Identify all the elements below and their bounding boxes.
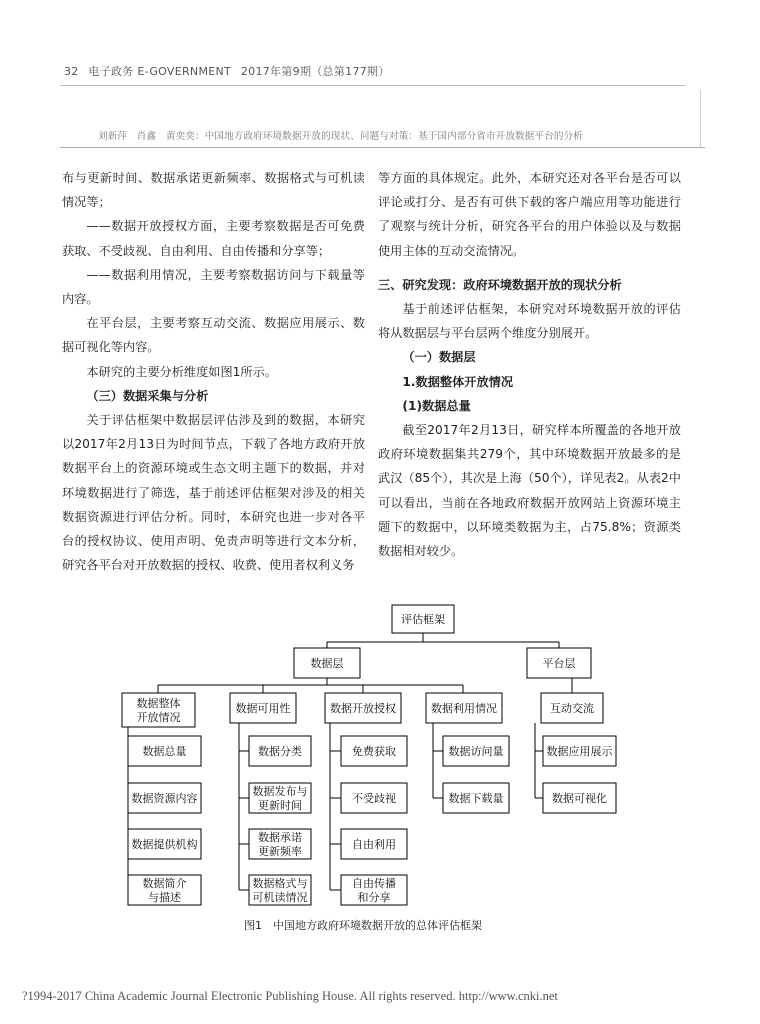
leaf-node [341,783,407,813]
category-node-label: 开放情况 [136,711,181,724]
leaf-node-label: 数据提供机构 [131,838,198,851]
leaf-node-label: 数据总量 [142,745,187,758]
framework-figure [0,595,760,915]
leaf-node [249,829,311,859]
framework-root-node-label: 评估框架 [401,613,445,626]
leaf-node-label: 与描述 [148,891,181,904]
leaf-node [128,736,201,766]
header-rule [60,85,685,86]
paragraph: ——数据开放授权方面，主要考察数据是否可免费获取、不受歧视、自由利用、自由传播和分享等； [62,219,365,258]
leaf-node-label: 不受歧视 [352,792,396,805]
paragraph: 在平台层，主要考察互动交流、数据应用展示、数据可视化等内容。 [62,316,365,355]
paragraph: 本研究的主要分析维度如图1所示。 [86,364,277,379]
framework-root-node [392,605,454,633]
leaf-node [128,783,201,813]
category-node [230,693,296,723]
category-node-label: 互动交流 [550,702,594,715]
category-node [541,693,603,723]
leaf-node-label: 可机读情况 [252,891,308,904]
leaf-node-label: 数据资源内容 [131,792,198,805]
leaf-node-label: 免费获取 [352,745,396,758]
leaf-node-label: 数据应用展示 [546,745,613,758]
category-node [122,693,195,727]
leaf-node-label: 更新时间 [258,799,302,812]
category-node-label: 数据开放授权 [330,702,396,715]
data-layer-node-label: 数据层 [310,657,344,670]
header-side-rule [700,90,701,147]
section-heading: （三）数据采集与分析 [86,388,209,403]
data-layer-node [294,648,360,678]
leaf-node-label: 数据承诺 [258,831,302,844]
section-heading: (1)数据总量 [402,398,471,413]
journal-name: 电子政务 E-GOVERNMENT [88,65,232,78]
left-column [62,166,365,577]
paragraph: 基于前述评估框架，本研究对环境数据开放的评估将从数据层与平台层两个维度分别展开。 [378,302,681,341]
byline: 刘新萍 肖鑫 黄奕奕：中国地方政府环境数据开放的现状、问题与对策：基于国内部分省市开放数据平台的分析 [98,131,584,142]
section-heading: 1.数据整体开放情况 [402,374,514,389]
leaf-node [249,736,311,766]
category-node-label: 数据整体 [136,697,181,710]
leaf-node-label: 自由利用 [352,838,396,851]
leaf-node [341,829,407,859]
paragraph: 关于评估框架中数据层评估涉及到的数据，本研究以2017年2月13日为时间节点，下载了各地方政府开放数据平台上的资源环境或生态文明主题下的数据，并对环境数据进行了筛选，基于前述评估框架对涉及的相关数据资源进行评估分析。同时，本研究也进一步对各平台的授权协议、使用声明、免责声明等进行文本分析，研究各平台对开放数据的授权、收费、使用者权利义务 [62,413,365,573]
paragraph: 布与更新时间、数据承诺更新频率、数据格式与可机读情况等； [62,171,365,210]
byline-rule [60,147,705,148]
paragraph: 等方面的具体规定。此外，本研究还对各平台是否可以评论或打分、是否有可供下载的客户端应用等功能进行了观察与统计分析，研究各平台的用户体验以及与数据使用主体的互动交流情况。 [378,171,681,258]
platform-layer-node-label: 平台层 [542,657,576,670]
leaf-node [249,875,311,905]
leaf-node [443,783,509,813]
running-header [64,63,396,79]
figure-caption: 图1 中国地方政府环境数据开放的总体评估框架 [244,919,482,932]
leaf-node-label: 数据发布与 [252,785,308,798]
leaf-node [128,829,201,859]
platform-layer-node [527,648,591,678]
journal-issue: 2017年第9期（总第177期） [240,65,390,78]
leaf-node-label: 自由传播 [352,877,396,890]
leaf-node-label: 数据格式与 [252,877,308,890]
leaf-node [341,875,407,905]
category-node-label: 数据可用性 [235,702,291,715]
category-node [426,693,502,723]
leaf-node [443,736,509,766]
leaf-node-label: 数据访问量 [448,745,504,758]
leaf-node-label: 数据下载量 [448,792,504,805]
leaf-node-label: 数据可视化 [552,792,607,805]
leaf-node-label: 数据分类 [258,745,302,758]
page-number: 32 [64,65,79,78]
leaf-node-label: 数据简介 [142,877,187,890]
section-heading: （一）数据层 [402,350,476,365]
copyright-footer: ?1994-2017 China Academic Journal Electronic Publishing House. All rights reserved. http://www.cnki.net [22,989,558,1003]
category-node-label: 数据利用情况 [431,702,497,715]
leaf-node [341,736,407,766]
leaf-node [543,783,616,813]
right-column [378,166,681,563]
leaf-node-label: 和分享 [357,891,391,904]
paragraph: 截至2017年2月13日，研究样本所覆盖的各地开放政府环境数据集共279个，其中环境数据开放最多的是武汉（85个），其次是上海（50个），详见表2。从表2中可以看出，当前在各地政府数据开放网站上资源环境主题下的数据中，以环境类数据为主，占75.8%；资源类数据相对较少。 [378,423,681,559]
leaf-node-label: 更新频率 [258,845,302,858]
leaf-node [543,736,616,766]
leaf-node [128,875,201,905]
leaf-node [249,783,311,813]
paragraph: ——数据利用情况，主要考察数据访问与下载量等内容。 [62,267,365,307]
category-node [325,693,401,723]
section-heading: 三、研究发现：政府环境数据开放的现状分析 [378,277,622,292]
